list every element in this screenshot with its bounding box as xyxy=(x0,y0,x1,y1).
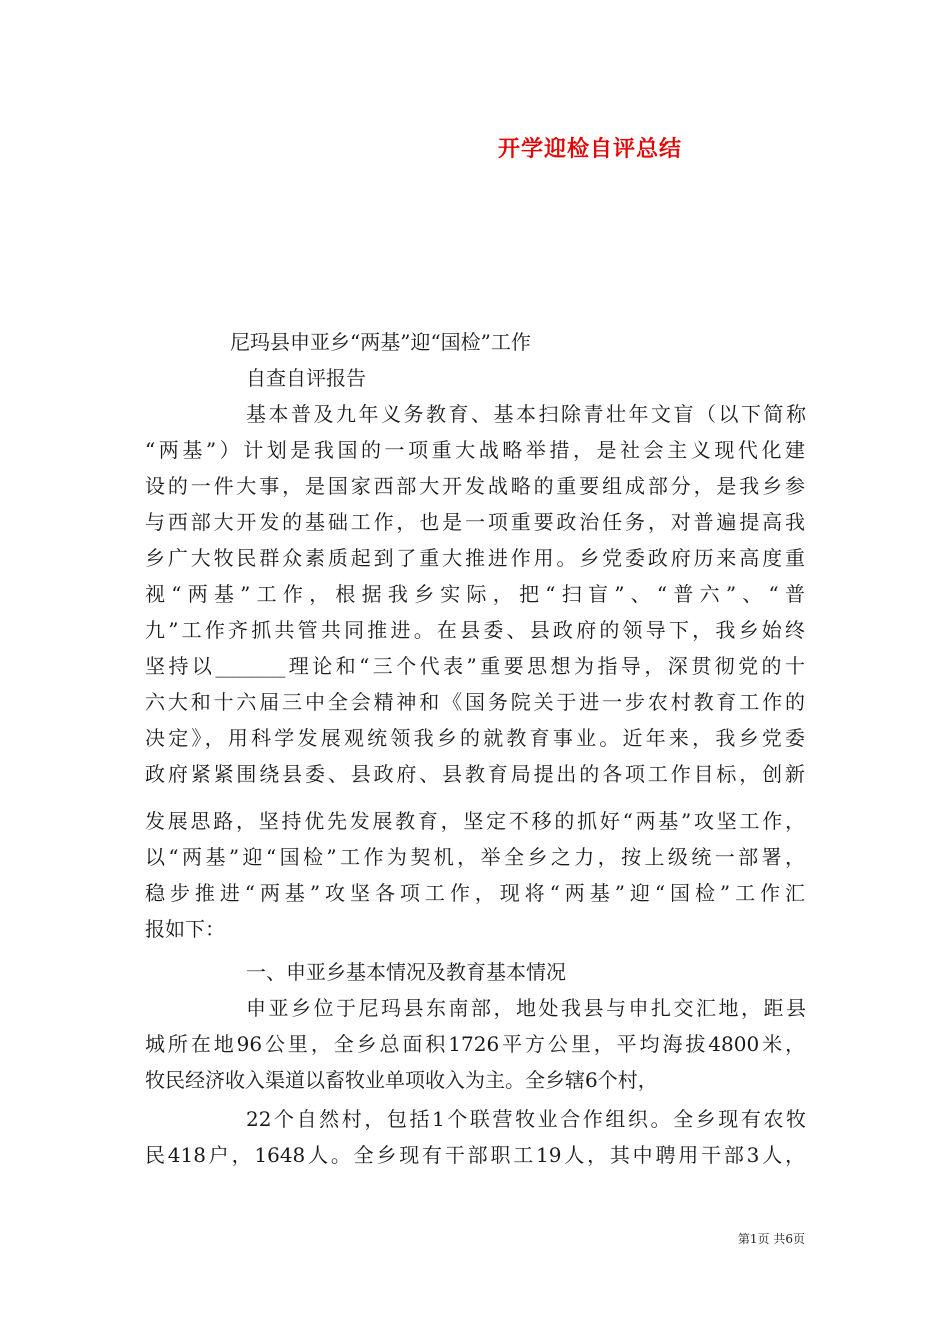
paragraph-3-line: 民418户，1648人。全乡现有干部职工19人，其中聘用干部3人， xyxy=(145,1143,805,1167)
paragraph-2-line: 牧民经济收入渠道以畜牧业单项收入为主。全乡辖6个村， xyxy=(145,1068,658,1092)
page-number: 第1页 共6页 xyxy=(737,1232,805,1246)
document-title: 开学迎检自评总结 xyxy=(497,136,682,162)
paragraph-1-line: 发展思路，坚持优先发展教育，坚定不移的抓好“两基”攻坚工作， xyxy=(145,809,805,833)
paragraph-1-line: 政府紧紧围绕县委、县政府、县教育局提出的各项工作目标，创新 xyxy=(145,762,805,786)
subtitle-line-2: 自查自评报告 xyxy=(246,366,366,390)
paragraph-1-line: “两基”）计划是我国的一项重大战略举措，是社会主义现代化建 xyxy=(145,438,805,462)
section-1-heading: 一、申亚乡基本情况及教育基本情况 xyxy=(246,960,566,984)
paragraph-1-line: 六大和十六届三中全会精神和《国务院关于进一步农村教育工作的 xyxy=(145,690,805,714)
paragraph-1-line: 九”工作齐抓共管共同推进。在县委、县政府的领导下，我乡始终 xyxy=(145,618,805,642)
paragraph-1-line: 视“两基”工作，根据我乡实际，把“扫盲”、“普六”、“普 xyxy=(145,582,805,606)
paragraph-1-line: 乡广大牧民群众素质起到了重大推进作用。乡党委政府历来高度重 xyxy=(145,546,805,570)
paragraph-2-line: 申亚乡位于尼玛县东南部，地处我县与申扎交汇地，距县 xyxy=(246,996,806,1020)
paragraph-1-line: 基本普及九年义务教育、基本扫除青壮年文盲（以下简称 xyxy=(246,402,806,426)
paragraph-3-line: 22个自然村，包括1个联营牧业合作组织。全乡现有农牧 xyxy=(246,1107,806,1131)
paragraph-2-line: 城所在地96公里，全乡总面积1726平方公里，平均海拔4800米， xyxy=(145,1032,805,1056)
paragraph-1-line: 以“两基”迎“国检”工作为契机，举全乡之力，按上级统一部署， xyxy=(145,845,805,869)
paragraph-1-line: 稳步推进“两基”攻坚各项工作，现将“两基”迎“国检”工作汇 xyxy=(145,881,805,905)
subtitle-line-1: 尼玛县申亚乡“两基”迎“国检”工作 xyxy=(230,330,531,354)
paragraph-1-line: 与西部大开发的基础工作，也是一项重要政治任务，对普遍提高我 xyxy=(145,510,805,534)
paragraph-1-line: 决定》，用科学发展观统领我乡的就教育事业。近年来，我乡党委 xyxy=(145,726,805,750)
paragraph-1-line: 设的一件大事，是国家西部大开发战略的重要组成部分，是我乡参 xyxy=(145,474,805,498)
paragraph-1-line: 坚持以_______理论和“三个代表”重要思想为指导，深贯彻党的十 xyxy=(145,654,805,678)
paragraph-1-line: 报如下： xyxy=(145,917,225,941)
